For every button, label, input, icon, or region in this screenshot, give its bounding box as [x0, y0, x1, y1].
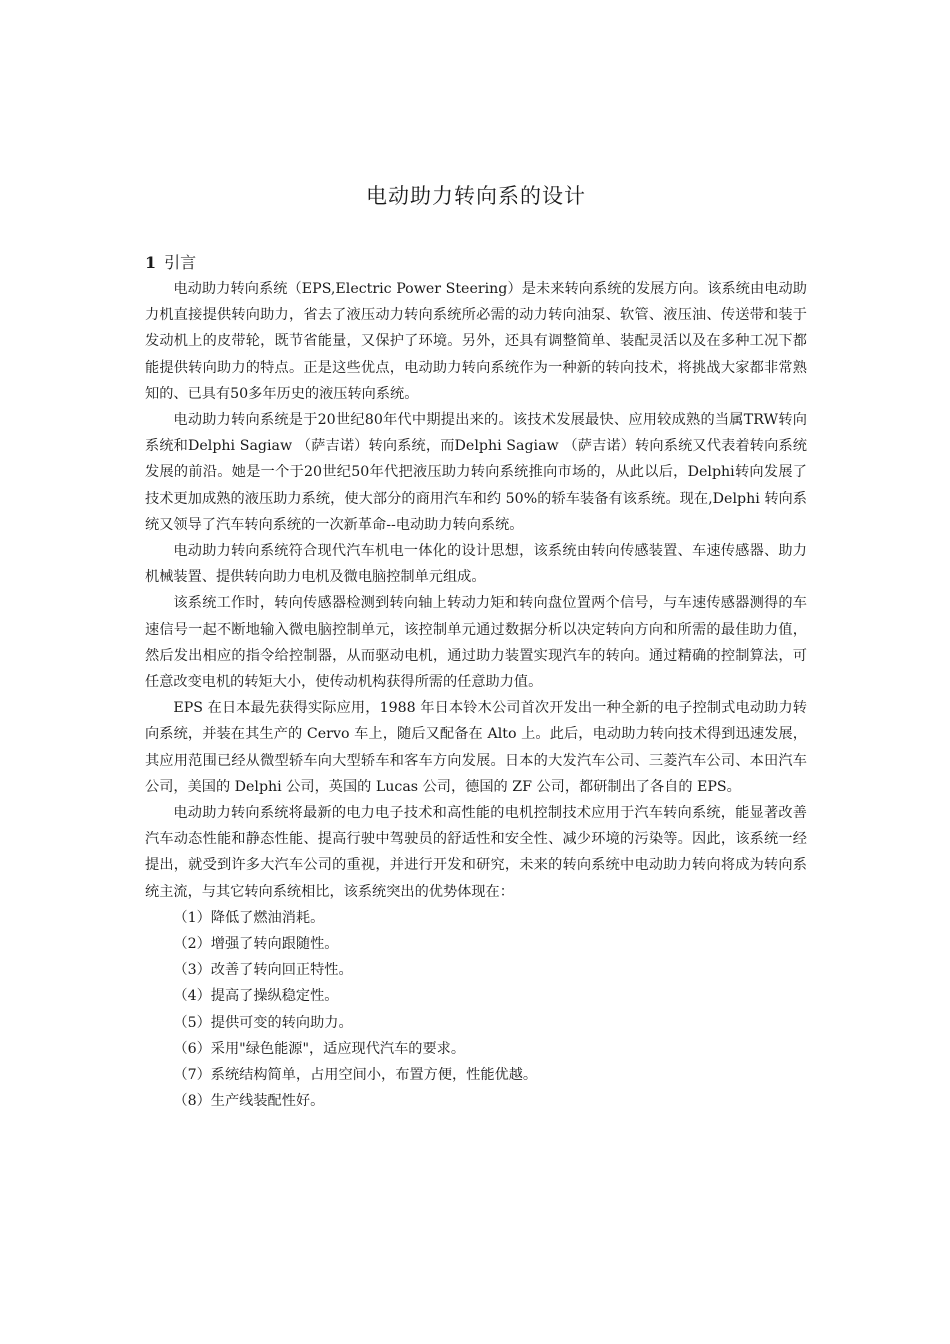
list-item: （7）系统结构简单，占用空间小，布置方便，性能优越。: [173, 1067, 538, 1084]
paragraph: EPS 在日本最先获得实际应用，1988 年日本铃木公司首次开发出一种全新的电子控制式电动助力转向系统，并装在其生产的 Cervo 车上，随后又配备在 Alto 上。此后，电动助力转向技术得到迅速发展，其应用范围已经从微型轿车向大型轿车和客车方向发展。日本的大发汽车公司、三菱汽车公司、本田汽车公司，美国的 Delphi 公司，英国的 Lucas 公司，德国的 ZF 公司，都研制出了各自的 EPS。: [145, 700, 807, 795]
paragraph: 电动助力转向系统符合现代汽车机电一体化的设计思想，该系统由转向传感装置、车速传感器、助力机械装置、提供转向助力电机及微电脑控制单元组成。: [145, 543, 807, 586]
paragraph: 电动助力转向系统是于20世纪80年代中期提出来的。该技术发展最快、应用较成熟的当属TRW转向系统和Delphi Sagiaw （萨吉诺）转向系统，而Delphi Sagiaw （萨吉诺）转向系统又代表着转向系统发展的前沿。她是一个于20世纪50年代把液压助力转向系统推向市场的，从此以后，Delphi转向发展了技术更加成熟的液压助力系统，使大部分的商用汽车和约 50%的轿车装备有该系统。现在,Delphi 转向系统又领导了汽车转向系统的一次新革命--电动助力转向系统。: [145, 412, 807, 533]
list-item: （8）生产线装配性好。: [173, 1093, 325, 1110]
paragraph: 该系统工作时，转向传感器检测到转向轴上转动力矩和转向盘位置两个信号，与车速传感器测得的车速信号一起不断地输入微电脑控制单元，该控制单元通过数据分析以决定转向方向和所需的最佳助力值，然后发出相应的指令给控制器，从而驱动电机，通过助力装置实现汽车的转向。通过精确的控制算法，可任意改变电机的转矩大小，使传动机构获得所需的任意助力值。: [145, 595, 807, 691]
list-item: （2）增强了转向跟随性。: [173, 936, 339, 953]
document-body: [145, 250, 807, 1115]
section-title: 引言: [164, 253, 197, 272]
advantages-list: [145, 905, 807, 1115]
section-number: 1: [145, 253, 157, 272]
list-item: （4）提高了操纵稳定性。: [173, 988, 339, 1005]
list-item: （1）降低了燃油消耗。: [173, 909, 325, 926]
list-item: （6）采用"绿色能源"，适应现代汽车的要求。: [173, 1040, 466, 1057]
section-heading: [145, 250, 807, 276]
list-item: （3）改善了转向回正特性。: [173, 962, 353, 979]
document-title: 电动助力转向系的设计: [366, 184, 586, 208]
paragraph: 电动助力转向系统（EPS,Electric Power Steering）是未来转向系统的发展方向。该系统由电动助力机直接提供转向助力，省去了液压动力转向系统所必需的动力转向油泵、软管、液压油、传送带和装于发动机上的皮带轮，既节省能量，又保护了环境。另外，还具有调整简单、装配灵活以及在多种工况下都能提供转向助力的特点。正是这些优点，电动助力转向系统作为一种新的转向技术，将挑战大家都非常熟知的、已具有50多年历史的液压转向系统。: [145, 281, 807, 402]
paragraph: 电动助力转向系统将最新的电力电子技术和高性能的电机控制技术应用于汽车转向系统，能显著改善汽车动态性能和静态性能、提高行驶中驾驶员的舒适性和安全性、减少环境的污染等。因此，该系统一经提出，就受到许多大汽车公司的重视，并进行开发和研究，未来的转向系统中电动助力转向将成为转向系统主流，与其它转向系统相比，该系统突出的优势体现在：: [145, 805, 807, 900]
list-item: （5）提供可变的转向助力。: [173, 1014, 353, 1031]
